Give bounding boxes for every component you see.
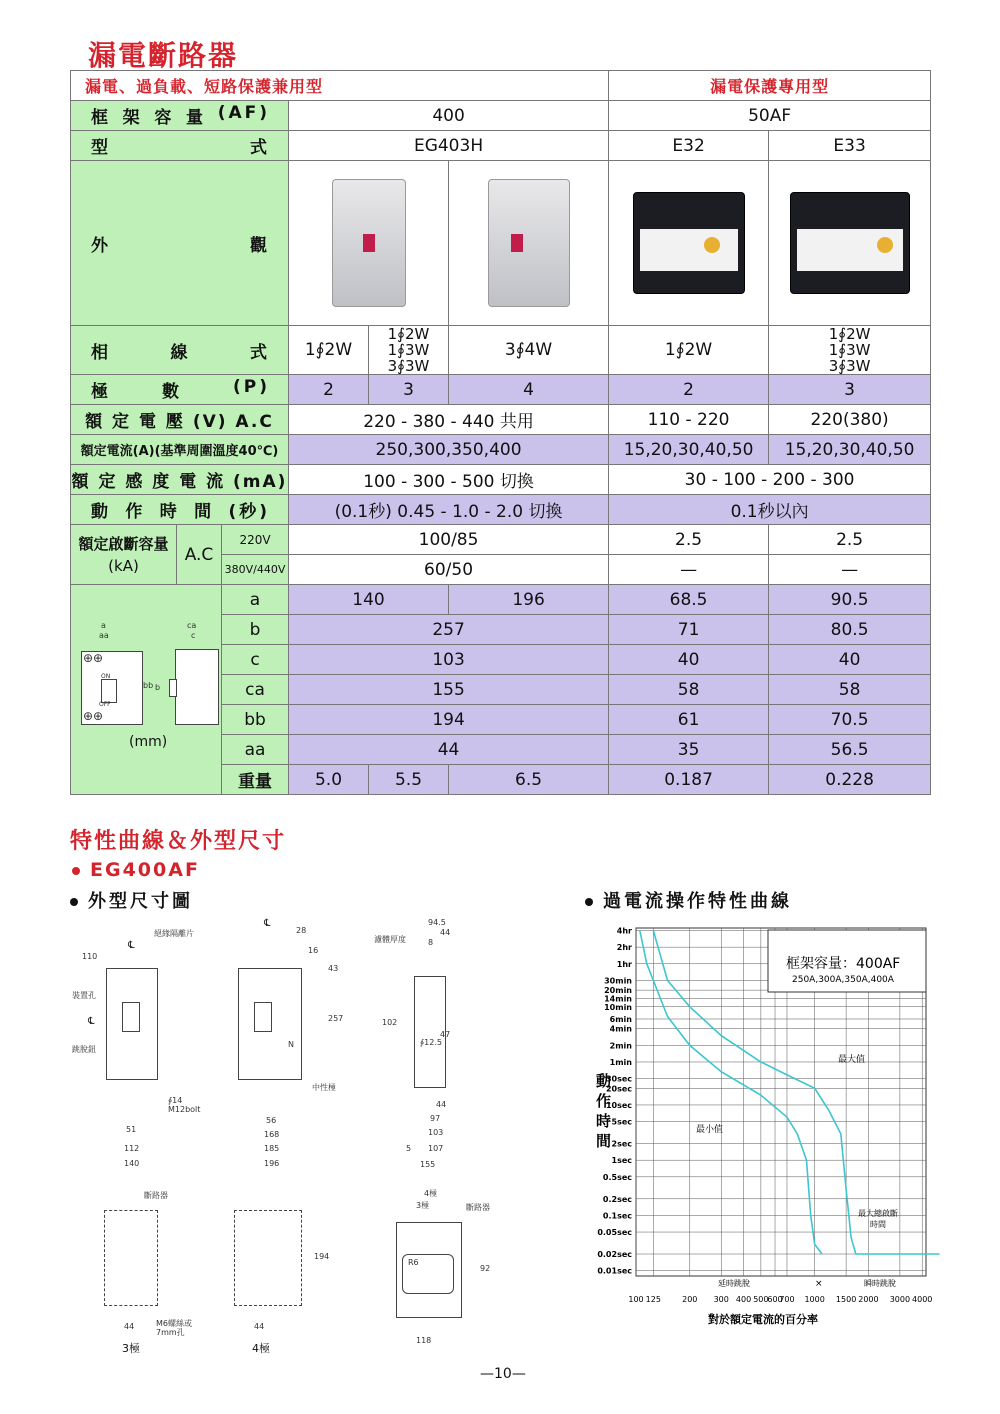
model-e32: E32: [609, 131, 769, 161]
dim-c-e33: 40: [769, 645, 931, 675]
dim-aa-e32: 35: [609, 735, 769, 765]
dim-ca-e32: 58: [609, 675, 769, 705]
y-tick-label: 20min: [604, 986, 632, 996]
page-title: 漏電斷路器: [88, 39, 239, 72]
poles-c5: 3: [769, 375, 931, 405]
photo-e32: [609, 161, 769, 326]
weight-label: 重量: [222, 765, 289, 795]
dim-aa-e33: 56.5: [769, 735, 931, 765]
x-tick-label: 500: [753, 1295, 769, 1304]
weight-c2: 5.5: [369, 765, 449, 795]
dim-b-e32: 71: [609, 615, 769, 645]
dim-key-ca: ca: [222, 675, 289, 705]
breaker-4p-image: [488, 179, 570, 307]
curve-heading: 過電流操作特性曲線: [585, 887, 792, 913]
y-tick-label: 4hr: [616, 926, 632, 936]
poles-c3: 4: [449, 375, 609, 405]
dim-ca-e33: 58: [769, 675, 931, 705]
breaker-e33-image: [790, 192, 910, 294]
breaking-e32-220: 2.5: [609, 525, 769, 555]
x-tick-label: 3000: [889, 1295, 911, 1304]
chart-box-sub: 250A,300A,350A,400A: [792, 975, 894, 985]
y-tick-label: 1sec: [611, 1156, 632, 1166]
y-tick-label: 0.05sec: [597, 1228, 632, 1238]
chart-box-title: 框架容量：400AF: [786, 956, 901, 972]
annot-instant: 瞬時跳脫: [864, 1279, 896, 1288]
dim-ca-eg: 155: [289, 675, 609, 705]
chart-xlabel: 對於額定電流的百分率: [708, 1313, 818, 1326]
y-tick-label: 4min: [609, 1024, 632, 1034]
row-label-current: 額定電流(A)(基準周圍溫度40℃): [71, 435, 289, 465]
sensitivity-e: 30 - 100 - 200 - 300: [609, 465, 931, 495]
dim-a-e32: 68.5: [609, 585, 769, 615]
page-number: —10—: [480, 1366, 526, 1382]
photo-eg403h-3p: [289, 161, 449, 326]
phase-c1: 1∮2W: [289, 326, 369, 375]
breaker-3p-image: [332, 179, 406, 307]
voltage-e32: 110 - 220: [609, 405, 769, 435]
breaking-380v-label: 380V/440V: [222, 555, 289, 585]
weight-c1: 5.0: [289, 765, 369, 795]
current-e32: 15,20,30,40,50: [609, 435, 769, 465]
model-eg403h: EG403H: [289, 131, 609, 161]
chart-ylabel-3: 時: [596, 1112, 612, 1130]
model-heading: EG400AF: [72, 859, 200, 881]
dim-key-c: c: [222, 645, 289, 675]
dim-bb-eg: 194: [289, 705, 609, 735]
y-tick-label: 0.5sec: [602, 1172, 632, 1182]
label-3pole: 3極: [122, 1342, 140, 1355]
dimension-drawings: 絕緣隔離片 裝置孔 跳脫鈕 ∮14 M12bolt 110 51 112 140 ℄ ℄ 28 16 43 257 N 中性極 56 168 185 196 ℄ 濾體厚度 94.5 44 8 102 47 ∮12.5 44 97 103 107 5 155 斷路器 M6螺絲或 7mm孔 44 3極 194 44 4極 R6 4極 3極 斷路器 92 118: [72, 918, 491, 1355]
row-label-poles: 極 數 (P): [71, 375, 289, 405]
photo-e33: [769, 161, 931, 326]
y-tick-label: 0.02sec: [597, 1250, 632, 1260]
x-tick-label: 2000: [858, 1295, 879, 1304]
chart-x-ticks: [628, 1295, 932, 1304]
y-tick-label: 2hr: [616, 943, 632, 953]
cutout-4p: [234, 1210, 302, 1306]
y-tick-label: 10sec: [605, 1100, 632, 1110]
x-tick-label: 100: [628, 1295, 644, 1304]
weight-c5: 0.228: [769, 765, 931, 795]
dim-a-e33: 90.5: [769, 585, 931, 615]
dim-a-3p: 140: [289, 585, 449, 615]
breaking-eg-380: 60/50: [289, 555, 609, 585]
sensitivity-eg: 100 - 300 - 500 切換: [289, 465, 609, 495]
row-label-breaking: 額定啟斷容量 (kA): [71, 525, 177, 585]
row-label-phase: 相 線 式: [71, 326, 289, 375]
dim-c-eg: 103: [289, 645, 609, 675]
dim-b-e33: 80.5: [769, 615, 931, 645]
y-tick-label: 2sec: [611, 1139, 632, 1149]
y-tick-label: 0.1sec: [602, 1211, 632, 1221]
voltage-eg: 220 - 380 - 440 共用: [289, 405, 609, 435]
x-tick-label: 400: [735, 1295, 752, 1304]
annot-delay: 延時跳脫: [718, 1279, 750, 1288]
annot-max: 最大值: [838, 1055, 866, 1065]
frame-400: 400: [289, 101, 609, 131]
row-label-voltage: 額 定 電 壓 (V) A.C: [71, 405, 289, 435]
y-tick-label: 1hr: [616, 959, 632, 969]
current-e33: 15,20,30,40,50: [769, 435, 931, 465]
chart-ylabel-1: 動: [596, 1072, 612, 1090]
dim-a-4p: 196: [449, 585, 609, 615]
annot-min: 最小值: [696, 1125, 724, 1135]
dim-aa-eg: 44: [289, 735, 609, 765]
section-title: 特性曲線＆外型尺寸: [70, 829, 287, 854]
dimension-heading: 外型尺寸圖: [70, 887, 193, 913]
phase-c4: 1∮2W: [609, 326, 769, 375]
dim-key-aa: aa: [222, 735, 289, 765]
label-4pole: 4極: [252, 1342, 270, 1355]
x-tick-label: 300: [713, 1295, 729, 1304]
weight-c4: 0.187: [609, 765, 769, 795]
chart-ylabel-2: 作: [596, 1092, 612, 1110]
drawing-4p-handle: [254, 1002, 272, 1032]
x-tick-label: 125: [645, 1295, 661, 1304]
breaker-e32-image: [633, 192, 745, 294]
y-tick-label: 30sec: [605, 1074, 632, 1084]
time-e: 0.1秒以內: [609, 495, 931, 525]
weight-c3: 6.5: [449, 765, 609, 795]
dim-b-eg: 257: [289, 615, 609, 645]
dim-c-e32: 40: [609, 645, 769, 675]
drawing-3p-handle: [122, 1002, 140, 1032]
y-tick-label: 1min: [609, 1057, 632, 1067]
y-tick-label: 0.2sec: [602, 1194, 632, 1204]
time-eg: (0.1秒) 0.45 - 1.0 - 2.0 切換: [289, 495, 609, 525]
poles-c2: 3: [369, 375, 449, 405]
x-tick-label: 1000: [804, 1295, 825, 1304]
trip-curve-chart: [578, 918, 933, 1338]
row-label-sensitivity: 額 定 感 度 電 流 (mA): [71, 465, 289, 495]
breaking-220v-label: 220V: [222, 525, 289, 555]
row-label-appearance: 外 觀: [71, 161, 289, 326]
y-tick-label: 10min: [604, 1002, 632, 1012]
current-eg: 250,300,350,400: [289, 435, 609, 465]
y-tick-label: 14min: [604, 994, 632, 1004]
group-header-combo: 漏電、過負載、短路保護兼用型: [71, 71, 609, 101]
y-tick-label: 6min: [609, 1015, 632, 1025]
voltage-e33: 220(380): [769, 405, 931, 435]
x-tick-label: 600: [767, 1295, 783, 1304]
phase-c5: 1∮2W 1∮3W 3∮3W: [769, 326, 931, 375]
y-tick-label: 5sec: [611, 1117, 632, 1127]
dimension-sketch: a aa ca c ON OFF ⊕⊕ ⊕⊕ bb b: [77, 621, 217, 741]
breaking-e32-380: —: [609, 555, 769, 585]
spec-table: [70, 70, 931, 795]
y-tick-label: 2min: [609, 1041, 632, 1051]
dim-key-a: a: [222, 585, 289, 615]
y-tick-label: 30min: [604, 976, 632, 986]
dim-key-b: b: [222, 615, 289, 645]
row-label-model: 型 式: [71, 131, 289, 161]
phase-c2: 1∮2W 1∮3W 3∮3W: [369, 326, 449, 375]
poles-c1: 2: [289, 375, 369, 405]
frame-50af: 50AF: [609, 101, 931, 131]
phase-c3: 3∮4W: [449, 326, 609, 375]
annot-time: 時間: [870, 1220, 886, 1229]
y-tick-label: 20sec: [605, 1084, 632, 1094]
dim-bb-e33: 70.5: [769, 705, 931, 735]
model-e33: E33: [769, 131, 931, 161]
dim-key-bb: bb: [222, 705, 289, 735]
x-tick-label: 700: [779, 1295, 795, 1304]
annot-x: ×: [815, 1279, 823, 1289]
row-label-frame: 框 架 容 量 (AF): [71, 101, 289, 131]
annot-break: 最大總啟斷: [858, 1209, 898, 1218]
breaking-eg-220: 100/85: [289, 525, 609, 555]
group-header-leak: 漏電保護專用型: [609, 71, 931, 101]
chart-ylabel-4: 間: [596, 1132, 612, 1150]
breaking-e33-380: —: [769, 555, 931, 585]
poles-c4: 2: [609, 375, 769, 405]
y-tick-label: 0.01sec: [597, 1266, 632, 1276]
cutout-3p: [104, 1210, 158, 1306]
row-label-time: 動 作 時 間 (秒): [71, 495, 289, 525]
x-tick-label: 4000: [912, 1295, 933, 1304]
breaking-ac: A.C: [177, 525, 222, 585]
dimension-sketch-cell: a aa ca c ON OFF ⊕⊕ ⊕⊕ bb b (mm): [71, 585, 222, 795]
x-tick-label: 1500: [835, 1295, 857, 1304]
x-tick-label: 200: [682, 1295, 698, 1304]
photo-eg403h-4p: [449, 161, 609, 326]
dim-bb-e32: 61: [609, 705, 769, 735]
breaking-e33-220: 2.5: [769, 525, 931, 555]
